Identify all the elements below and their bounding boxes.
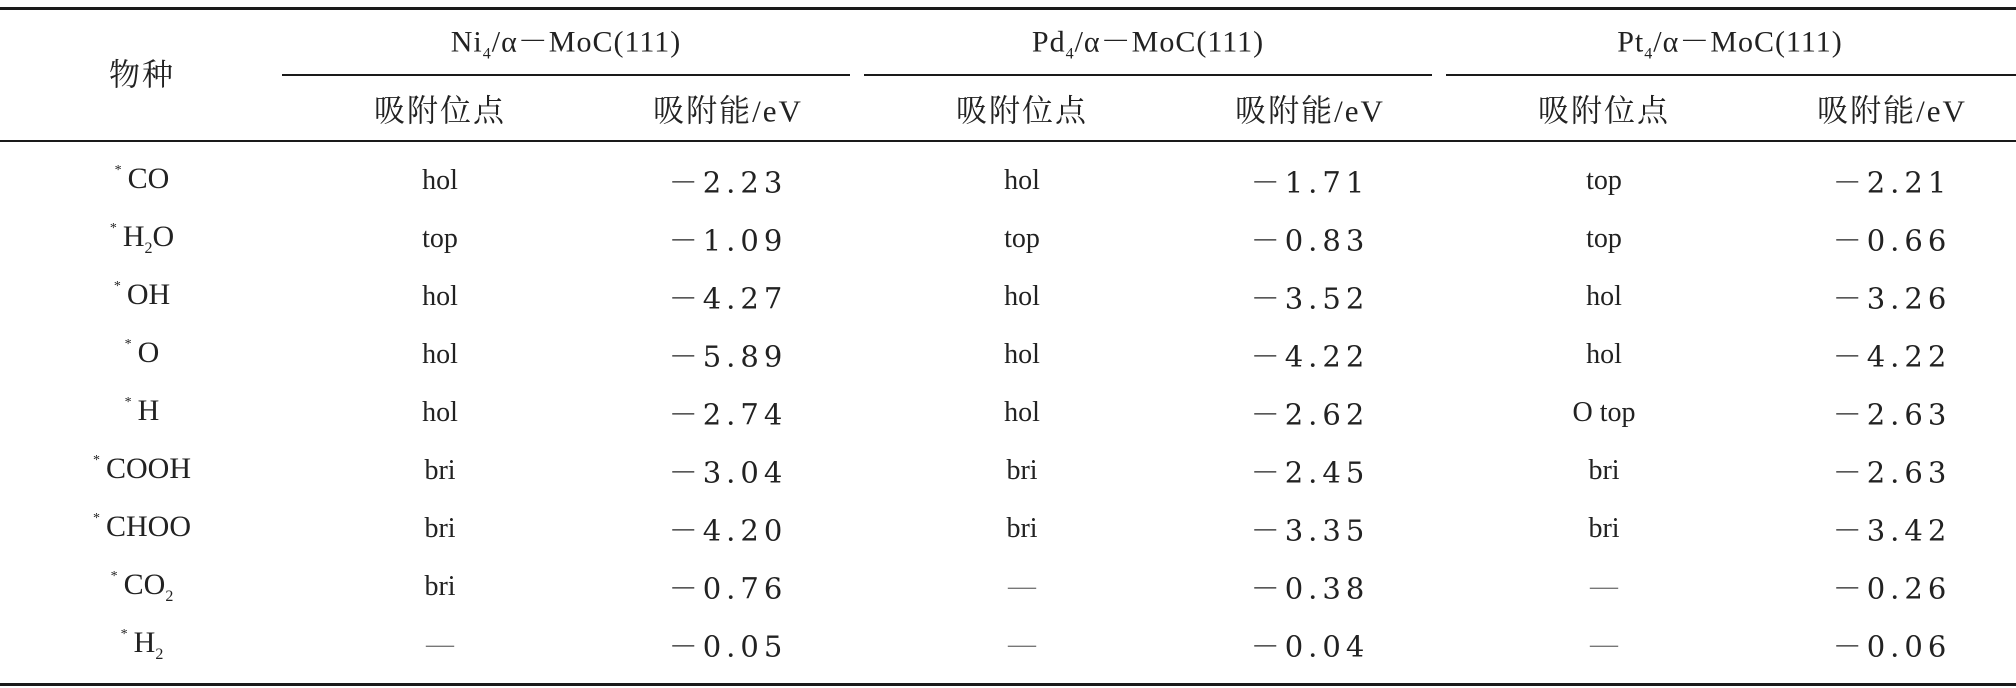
species-name: CO	[127, 162, 170, 195]
asterisk-mark: *	[109, 221, 117, 236]
group-header-pre: Pt	[1617, 25, 1645, 59]
energy-cell: －2.62	[1250, 397, 1370, 432]
bottom-rule	[0, 683, 2016, 686]
group-rule-ni	[282, 74, 850, 76]
energy-cell: －2.21	[1832, 165, 1952, 200]
energy-cell: －3.04	[668, 455, 788, 490]
species-subscript: 2	[144, 240, 153, 257]
energy-cell: －0.83	[1250, 223, 1370, 258]
site-cell: —	[426, 629, 454, 660]
group-header-pre: Pd	[1031, 25, 1066, 59]
species-header: 物种	[109, 57, 175, 93]
energy-cell: －0.06	[1832, 629, 1952, 664]
site-cell: bri	[424, 455, 456, 486]
site-cell: top	[422, 223, 458, 254]
header-rule	[0, 140, 2016, 142]
energy-cell: －4.20	[668, 513, 788, 548]
site-cell: hol	[422, 339, 458, 370]
site-cell: top	[1586, 223, 1622, 254]
energy-cell: －0.26	[1832, 571, 1952, 606]
site-cell: bri	[424, 571, 456, 602]
group-rule-pt	[1446, 74, 2016, 76]
energy-cell: －3.26	[1832, 281, 1952, 316]
group-header-pt	[1617, 17, 1843, 64]
asterisk-mark: *	[120, 627, 128, 642]
group-header-post: /α－MoC(111)	[491, 25, 682, 59]
group-header-post: /α－MoC(111)	[1653, 25, 1843, 59]
species-cell	[125, 394, 160, 432]
site-cell: bri	[1006, 455, 1038, 486]
site-cell: —	[1008, 571, 1036, 602]
site-cell: hol	[1004, 165, 1040, 196]
energy-cell: －3.42	[1832, 513, 1952, 548]
species-name: CO	[123, 568, 166, 601]
site-cell: hol	[1004, 339, 1040, 370]
subheader-energy: 吸附能/eV	[1235, 93, 1385, 129]
energy-cell: －2.63	[1832, 397, 1952, 432]
species-subscript: 2	[155, 646, 164, 663]
site-cell: bri	[1006, 513, 1038, 544]
energy-cell: －0.76	[668, 571, 788, 606]
subheader-site: 吸附位点	[374, 93, 506, 129]
group-header-sub: 4	[1065, 45, 1075, 63]
energy-cell: －2.23	[668, 165, 788, 200]
site-cell: —	[1590, 629, 1618, 660]
asterisk-mark: *	[124, 395, 132, 410]
species-cell	[115, 162, 170, 200]
subheader-site: 吸附位点	[956, 93, 1088, 129]
species-subscript: 2	[165, 588, 174, 605]
species-name: H	[133, 626, 156, 659]
energy-cell: －2.74	[668, 397, 788, 432]
site-cell: hol	[1586, 281, 1622, 312]
species-cell	[125, 336, 160, 374]
energy-cell: －0.38	[1250, 571, 1370, 606]
species-cell	[93, 510, 191, 548]
subheader-energy: 吸附能/eV	[653, 93, 803, 129]
species-name: H	[122, 220, 145, 253]
site-cell: bri	[424, 513, 456, 544]
species-cell	[111, 568, 174, 606]
species-name: OH	[126, 278, 171, 311]
species-name: COOH	[105, 452, 192, 485]
group-header-pre: Ni	[450, 25, 483, 59]
asterisk-mark: *	[124, 337, 132, 352]
species-suffix: O	[152, 220, 175, 253]
site-cell: hol	[1586, 339, 1622, 370]
energy-cell: －4.27	[668, 281, 788, 316]
site-cell: hol	[422, 165, 458, 196]
energy-cell: －3.35	[1250, 513, 1370, 548]
site-cell: top	[1004, 223, 1040, 254]
group-header-post: /α－MoC(111)	[1074, 25, 1265, 59]
site-cell: hol	[1004, 281, 1040, 312]
top-rule	[0, 7, 2016, 10]
site-cell: hol	[1004, 397, 1040, 428]
asterisk-mark: *	[92, 511, 100, 526]
site-cell: top	[1586, 165, 1622, 196]
energy-cell: －2.45	[1250, 455, 1370, 490]
group-header-sub: 4	[1644, 45, 1654, 63]
energy-cell: －0.66	[1832, 223, 1952, 258]
asterisk-mark: *	[92, 453, 100, 468]
asterisk-mark: *	[113, 279, 121, 294]
group-header-sub: 4	[482, 45, 492, 63]
species-name: CHOO	[105, 510, 192, 543]
subheader-site: 吸附位点	[1538, 93, 1670, 129]
species-cell	[121, 626, 164, 664]
species-cell	[114, 278, 170, 316]
energy-cell: －5.89	[668, 339, 788, 374]
site-cell: O top	[1572, 397, 1636, 428]
site-cell: —	[1590, 571, 1618, 602]
group-rule-pd	[864, 74, 1432, 76]
site-cell: bri	[1588, 455, 1620, 486]
energy-cell: －3.52	[1250, 281, 1370, 316]
energy-cell: －1.71	[1250, 165, 1370, 200]
site-cell: —	[1008, 629, 1036, 660]
subheader-energy: 吸附能/eV	[1817, 93, 1967, 129]
site-cell: hol	[422, 281, 458, 312]
energy-cell: －4.22	[1832, 339, 1952, 374]
species-name: H	[137, 394, 160, 427]
species-cell	[93, 452, 191, 490]
energy-cell: －0.05	[668, 629, 788, 664]
asterisk-mark: *	[110, 569, 118, 584]
energy-cell: －0.04	[1250, 629, 1370, 664]
site-cell: bri	[1588, 513, 1620, 544]
energy-cell: －2.63	[1832, 455, 1952, 490]
site-cell: hol	[422, 397, 458, 428]
energy-cell: －1.09	[668, 223, 788, 258]
species-name: O	[137, 336, 160, 369]
energy-cell: －4.22	[1250, 339, 1370, 374]
species-cell	[110, 220, 174, 258]
group-header-pd	[1032, 17, 1264, 64]
group-header-ni	[451, 17, 682, 64]
asterisk-mark: *	[114, 163, 122, 178]
